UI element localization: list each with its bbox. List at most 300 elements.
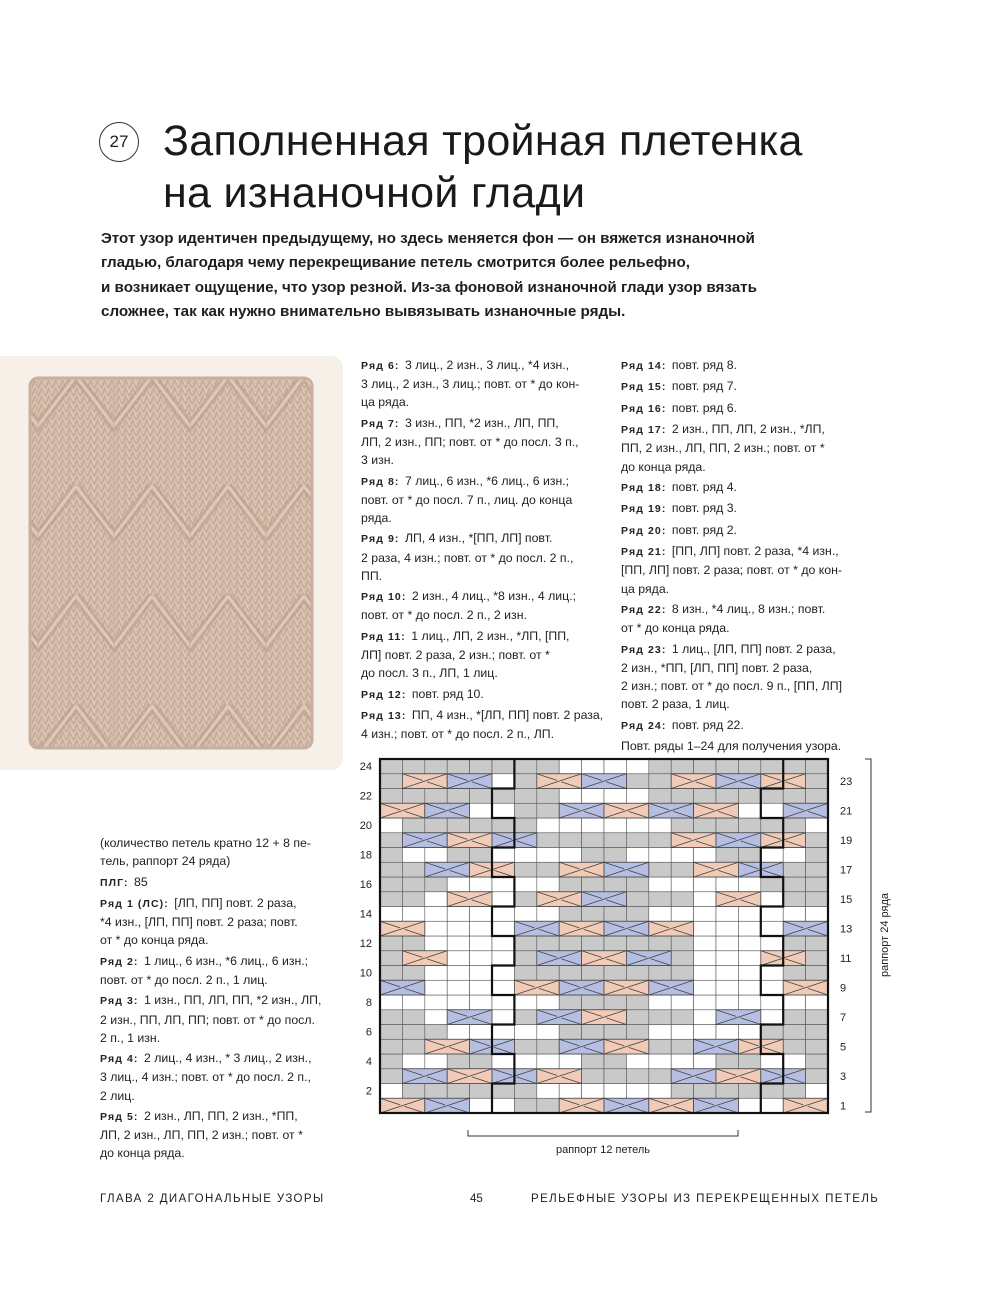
chart-cell bbox=[761, 759, 783, 774]
chart-cell bbox=[470, 1084, 492, 1099]
chart-row-number: 7 bbox=[840, 1011, 847, 1024]
chart-cell bbox=[649, 759, 671, 774]
chart-cell bbox=[447, 907, 469, 922]
row-text: 3 лиц., 4 изн.; повт. от * до посл. 2 п., bbox=[100, 1070, 311, 1085]
chart-cell bbox=[738, 848, 760, 863]
chart-cell bbox=[380, 774, 402, 789]
chart-cell bbox=[806, 789, 828, 804]
chart-cell bbox=[537, 1084, 559, 1099]
chart-cell bbox=[514, 848, 536, 863]
chart-cell bbox=[537, 862, 559, 877]
chart-cell bbox=[649, 966, 671, 981]
chart-cell bbox=[626, 1025, 648, 1040]
chart-cell bbox=[514, 803, 536, 818]
row-label: Ряд 5: bbox=[100, 1110, 139, 1123]
right-cross-symbol bbox=[447, 774, 492, 789]
right-cross-symbol bbox=[716, 1010, 761, 1025]
row-text: повт. ряд 3. bbox=[671, 501, 737, 516]
chart-cell bbox=[649, 995, 671, 1010]
row-text: 1 лиц., 6 изн., *6 лиц., 6 изн.; bbox=[143, 953, 309, 968]
chart-cell bbox=[447, 966, 469, 981]
chart-cell bbox=[649, 1039, 671, 1054]
chart-cell bbox=[582, 995, 604, 1010]
chart-cell bbox=[492, 1010, 514, 1025]
row-label: Ряд 21: bbox=[621, 546, 667, 559]
row-13 bbox=[361, 706, 606, 743]
chart-cell bbox=[470, 936, 492, 951]
chart-cell bbox=[694, 980, 716, 995]
row-text: ПП, 2 изн., ЛП, ПП, 2 изн.; повт. от * bbox=[621, 441, 825, 456]
chart-cell bbox=[537, 848, 559, 863]
chart-cell bbox=[559, 877, 581, 892]
chart-cell bbox=[761, 966, 783, 981]
chart-cell bbox=[537, 759, 559, 774]
chart-cell bbox=[514, 862, 536, 877]
chart-cell bbox=[492, 907, 514, 922]
chart-cell bbox=[537, 907, 559, 922]
right-cross-symbol bbox=[604, 921, 649, 936]
chart-cell bbox=[626, 1054, 648, 1069]
right-cross-symbol bbox=[425, 1098, 470, 1113]
chart-cell bbox=[783, 892, 805, 907]
left-cross-symbol bbox=[716, 1069, 761, 1084]
chart-cell bbox=[783, 877, 805, 892]
chart-cell bbox=[694, 759, 716, 774]
row-21 bbox=[621, 542, 871, 598]
chart-cell bbox=[380, 1054, 402, 1069]
chart-cell bbox=[806, 877, 828, 892]
chart-cell bbox=[559, 966, 581, 981]
chart-cell bbox=[694, 921, 716, 936]
chart-cell bbox=[559, 848, 581, 863]
chart-cell bbox=[447, 848, 469, 863]
chart-cell bbox=[470, 1054, 492, 1069]
row-text: 8 изн., *4 лиц., 8 изн.; повт. bbox=[671, 601, 826, 616]
chart-cell bbox=[694, 1025, 716, 1040]
chart-cell bbox=[537, 877, 559, 892]
chart-row-number: 10 bbox=[359, 967, 372, 980]
left-cross-symbol bbox=[783, 1098, 828, 1113]
repeat-note: Повт. ряды 1–24 для получения узора. bbox=[621, 738, 842, 753]
chart-cell bbox=[694, 951, 716, 966]
left-cross-symbol bbox=[447, 1069, 492, 1084]
chart-cell bbox=[492, 1054, 514, 1069]
chart-cell bbox=[716, 848, 738, 863]
chart-cell bbox=[738, 980, 760, 995]
chart-cell bbox=[492, 921, 514, 936]
chart-cell bbox=[694, 936, 716, 951]
row-24 bbox=[621, 716, 871, 735]
chart-cell bbox=[806, 951, 828, 966]
chart-cell bbox=[716, 966, 738, 981]
chart-cell bbox=[626, 848, 648, 863]
left-cross-symbol bbox=[380, 921, 425, 936]
chart-cell bbox=[582, 789, 604, 804]
right-cross-symbol bbox=[380, 980, 425, 995]
chart-cell bbox=[783, 848, 805, 863]
note-line: тель, раппорт 24 ряда) bbox=[100, 854, 231, 869]
chart-cell bbox=[649, 1069, 671, 1084]
chart-cell bbox=[380, 862, 402, 877]
chart-row-number: 14 bbox=[359, 908, 372, 921]
row-label: Ряд 7: bbox=[361, 417, 400, 430]
row-text: 3 изн. bbox=[361, 453, 394, 468]
chart-cell bbox=[716, 951, 738, 966]
row-text: до посл. 3 п., ЛП, 1 лиц. bbox=[361, 666, 498, 681]
chart-cell bbox=[738, 907, 760, 922]
row-label: Ряд 4: bbox=[100, 1053, 139, 1066]
chart-cell bbox=[649, 907, 671, 922]
chart-row-number: 8 bbox=[365, 997, 372, 1010]
row-text: 2 изн., ЛП, ПП, 2 изн., *ПП, bbox=[143, 1108, 298, 1123]
chart-cell bbox=[783, 1010, 805, 1025]
chart-cell bbox=[402, 1084, 424, 1099]
row-text: от * до конца ряда. bbox=[100, 933, 209, 948]
chart-cell bbox=[738, 877, 760, 892]
row-label: Ряд 16: bbox=[621, 402, 667, 415]
chart-cell bbox=[492, 951, 514, 966]
chart-cell bbox=[694, 1084, 716, 1099]
chart-cell bbox=[380, 789, 402, 804]
row-23 bbox=[621, 640, 871, 714]
row-text: 3 изн., ПП, *2 изн., ЛП, ПП, bbox=[404, 415, 559, 430]
chart-cell bbox=[783, 818, 805, 833]
right-cross-symbol bbox=[425, 803, 470, 818]
row-7 bbox=[361, 414, 606, 470]
row-text: ряда. bbox=[361, 511, 392, 525]
row-10 bbox=[361, 587, 606, 624]
chart-cell bbox=[694, 966, 716, 981]
chart-cell bbox=[514, 1039, 536, 1054]
chart-cell bbox=[738, 818, 760, 833]
chart-cell bbox=[694, 848, 716, 863]
plg-value: 85 bbox=[134, 874, 148, 889]
row-label: Ряд 11: bbox=[361, 630, 406, 643]
chart-cell bbox=[671, 818, 693, 833]
chart-cell bbox=[626, 759, 648, 774]
left-cross-symbol bbox=[582, 1010, 627, 1025]
row-22 bbox=[621, 600, 871, 637]
row-label: Ряд 13: bbox=[361, 709, 407, 722]
chart-cell bbox=[626, 892, 648, 907]
chart-cell bbox=[380, 1025, 402, 1040]
row-label: Ряд 19: bbox=[621, 503, 667, 516]
chart-cell bbox=[514, 936, 536, 951]
row-label: Ряд 20: bbox=[621, 524, 667, 537]
left-cross-symbol bbox=[380, 1098, 425, 1113]
chart-cell bbox=[761, 877, 783, 892]
row-text: 2 лиц. bbox=[100, 1088, 135, 1103]
row-text: повт. ряд 7. bbox=[671, 379, 737, 394]
chart-cell bbox=[582, 1025, 604, 1040]
right-cross-symbol bbox=[649, 980, 694, 995]
right-cross-symbol bbox=[447, 1010, 492, 1025]
chart-cell bbox=[626, 995, 648, 1010]
row-text: ЛП, 2 изн., ПП; повт. от * до посл. 3 п., bbox=[361, 435, 579, 449]
row-17 bbox=[621, 420, 871, 476]
row-label: Ряд 9: bbox=[361, 533, 400, 546]
chart-cell bbox=[514, 1025, 536, 1040]
chart-cell bbox=[671, 892, 693, 907]
right-cross-symbol bbox=[604, 862, 649, 877]
chart-cell bbox=[447, 759, 469, 774]
chart-cell bbox=[694, 995, 716, 1010]
row-15 bbox=[621, 377, 871, 396]
chart-cell bbox=[559, 1084, 581, 1099]
row-text: ЛП] повт. 2 раза, 2 изн.; повт. от * bbox=[361, 647, 550, 662]
intro-line: Этот узор идентичен предыдущему, но здесь меняется фон — он вяжется изнаночной bbox=[101, 230, 755, 247]
row-14 bbox=[621, 356, 871, 375]
chart-cell bbox=[425, 1010, 447, 1025]
chart-cell bbox=[582, 936, 604, 951]
chart-cell bbox=[604, 936, 626, 951]
row-text: 3 лиц., 2 изн., 3 лиц., *4 изн., bbox=[404, 358, 570, 372]
chart-cell bbox=[470, 921, 492, 936]
chart-cell bbox=[492, 980, 514, 995]
title-line-1: Заполненная тройная плетенка bbox=[163, 117, 803, 165]
row-1 bbox=[100, 894, 340, 950]
row-8 bbox=[361, 472, 606, 528]
row-text: 2 изн.; повт. от * до посл. 9 п., [ПП, ЛП] bbox=[621, 678, 842, 693]
right-cross-symbol bbox=[425, 862, 470, 877]
row-text: 7 лиц., 6 изн., *6 лиц., 6 изн.; bbox=[404, 473, 570, 488]
chart-cell bbox=[582, 818, 604, 833]
row-20 bbox=[621, 521, 871, 540]
chart-cell bbox=[761, 892, 783, 907]
chart-cell bbox=[380, 1069, 402, 1084]
chart-cell bbox=[626, 1010, 648, 1025]
chart-row-number: 21 bbox=[840, 805, 853, 818]
right-cross-symbol bbox=[559, 803, 604, 818]
row-text: 2 п., 1 изн. bbox=[100, 1030, 161, 1045]
chart-left-row-numbers bbox=[360, 761, 372, 1098]
note-line: (количество петель кратно 12 + 8 пе- bbox=[100, 836, 311, 850]
chart-cell bbox=[447, 877, 469, 892]
pattern-number: 27 bbox=[109, 132, 129, 151]
chart-cell bbox=[402, 995, 424, 1010]
chart-cell bbox=[783, 1084, 805, 1099]
right-cross-symbol bbox=[537, 1010, 582, 1025]
chart-cell bbox=[537, 995, 559, 1010]
chart-cell bbox=[470, 818, 492, 833]
chart-cell bbox=[492, 995, 514, 1010]
chart-cell bbox=[582, 833, 604, 848]
chart-cell bbox=[806, 1084, 828, 1099]
chart-cell bbox=[604, 877, 626, 892]
chart-cell bbox=[582, 848, 604, 863]
chart-cell bbox=[716, 1084, 738, 1099]
chart-cell bbox=[470, 966, 492, 981]
chart-cell bbox=[783, 1039, 805, 1054]
chart-cell bbox=[537, 1054, 559, 1069]
row-text: 1 лиц., [ЛП, ПП] повт. 2 раза, bbox=[671, 641, 836, 656]
chart-cell bbox=[447, 995, 469, 1010]
chart-cell bbox=[806, 759, 828, 774]
chart-cell bbox=[559, 1054, 581, 1069]
chart-cell bbox=[761, 1084, 783, 1099]
chart-cell bbox=[492, 759, 514, 774]
swatch-photo bbox=[0, 356, 343, 770]
left-cross-symbol bbox=[514, 980, 559, 995]
chart-cell bbox=[671, 966, 693, 981]
chart-cell bbox=[626, 833, 648, 848]
chart-cell bbox=[738, 921, 760, 936]
chart-cell bbox=[447, 789, 469, 804]
row-12 bbox=[361, 685, 606, 704]
chart-cell bbox=[470, 907, 492, 922]
chart-grid bbox=[380, 759, 828, 1113]
row-text: ПП. bbox=[361, 568, 383, 583]
left-cross-symbol bbox=[783, 980, 828, 995]
chart-row-number: 2 bbox=[365, 1085, 372, 1098]
row-text: ЛП, 2 изн., ЛП, ПП, 2 изн.; повт. от * bbox=[100, 1128, 303, 1143]
chart-row-number: 5 bbox=[840, 1041, 847, 1054]
right-cross-symbol bbox=[514, 921, 559, 936]
chart-cell bbox=[604, 848, 626, 863]
chart-cell bbox=[402, 1039, 424, 1054]
row-16 bbox=[621, 399, 871, 418]
title-line-2: на изнаночной глади bbox=[163, 169, 586, 217]
chart-row-number: 19 bbox=[840, 834, 853, 847]
chart-cell bbox=[492, 966, 514, 981]
chart-cell bbox=[806, 936, 828, 951]
chart-cell bbox=[738, 789, 760, 804]
row-text: [ПП, ЛП] повт. 2 раза, *4 изн., bbox=[671, 544, 839, 559]
chart-cell bbox=[380, 818, 402, 833]
chart-cell bbox=[671, 1054, 693, 1069]
chart-cell bbox=[402, 848, 424, 863]
row-label: Ряд 15: bbox=[621, 381, 667, 394]
chart-cell bbox=[604, 995, 626, 1010]
row-text: до конца ряда. bbox=[100, 1146, 185, 1161]
chart-row-number: 16 bbox=[359, 879, 372, 892]
chart-cell bbox=[649, 1054, 671, 1069]
chart-cell bbox=[380, 759, 402, 774]
row-text: повт. ряд 10. bbox=[411, 686, 484, 701]
chart-row-number: 3 bbox=[840, 1070, 847, 1083]
row-18 bbox=[621, 478, 871, 497]
chart-cell bbox=[492, 818, 514, 833]
chart-cell bbox=[649, 774, 671, 789]
chart-cell bbox=[514, 907, 536, 922]
chart-cell bbox=[559, 907, 581, 922]
intro-line: и возникает ощущение, что узор резной. Из-за фоновой изнаночной глади узор вязать bbox=[101, 278, 757, 296]
chart-cell bbox=[604, 818, 626, 833]
chart-cell bbox=[425, 1084, 447, 1099]
row-text: 2 изн., ПП, ЛП, 2 изн., *ЛП, bbox=[671, 422, 825, 437]
chart-cell bbox=[470, 848, 492, 863]
chart-cell bbox=[447, 951, 469, 966]
chart-cell bbox=[537, 1025, 559, 1040]
row-text: 2 изн., *ПП, [ЛП, ПП] повт. 2 раза, bbox=[621, 660, 813, 675]
right-cross-symbol bbox=[582, 892, 627, 907]
chart-cell bbox=[492, 774, 514, 789]
chart-cell bbox=[402, 907, 424, 922]
chart-cell bbox=[738, 936, 760, 951]
chart-cell bbox=[380, 951, 402, 966]
chart-cell bbox=[761, 1010, 783, 1025]
chart-cell bbox=[425, 980, 447, 995]
chart-row-number: 12 bbox=[359, 938, 372, 951]
chart-cell bbox=[514, 789, 536, 804]
chart-cell bbox=[626, 774, 648, 789]
chart-row-number: 11 bbox=[840, 952, 852, 965]
chart-cell bbox=[514, 1054, 536, 1069]
chart-cell bbox=[716, 921, 738, 936]
left-cross-symbol bbox=[380, 803, 425, 818]
row-text: 4 изн.; повт. от * до посл. 2 п., ЛП. bbox=[361, 727, 555, 742]
chart-cell bbox=[492, 877, 514, 892]
chart-cell bbox=[425, 877, 447, 892]
chart-cell bbox=[671, 1010, 693, 1025]
chart-cell bbox=[783, 789, 805, 804]
chart-cell bbox=[761, 921, 783, 936]
chart-row-number: 24 bbox=[359, 761, 372, 774]
chart-cell bbox=[806, 833, 828, 848]
chart-cell bbox=[402, 966, 424, 981]
chart-cell bbox=[447, 1054, 469, 1069]
chart-cell bbox=[671, 848, 693, 863]
chart-cell bbox=[492, 803, 514, 818]
row-text: повт. 2 раза, 1 лиц. bbox=[621, 697, 730, 712]
chart-cell bbox=[716, 936, 738, 951]
left-cross-symbol bbox=[447, 833, 492, 848]
chart-cell bbox=[447, 936, 469, 951]
right-cross-symbol bbox=[582, 774, 627, 789]
chart-cell bbox=[783, 1025, 805, 1040]
row-text: повт. от * до посл. 2 п., 2 изн. bbox=[361, 608, 527, 623]
chart-cell bbox=[649, 818, 671, 833]
chart-cell bbox=[380, 1084, 402, 1099]
chart-cell bbox=[380, 877, 402, 892]
chart-cell bbox=[738, 1054, 760, 1069]
chart-cell bbox=[806, 1039, 828, 1054]
chart-row-number: 17 bbox=[840, 864, 853, 877]
chart-cell bbox=[380, 848, 402, 863]
chart-cell bbox=[380, 995, 402, 1010]
left-cross-symbol bbox=[447, 892, 492, 907]
chart-cell bbox=[738, 995, 760, 1010]
chart-cell bbox=[380, 833, 402, 848]
chart-cell bbox=[537, 818, 559, 833]
left-cross-symbol bbox=[402, 951, 447, 966]
chart-right-row-numbers bbox=[840, 776, 852, 1113]
row-2 bbox=[100, 952, 340, 989]
row-text: от * до конца ряда. bbox=[621, 621, 730, 636]
left-cross-symbol bbox=[604, 980, 649, 995]
row-label: Ряд 3: bbox=[100, 995, 139, 1008]
chart-cell bbox=[761, 1025, 783, 1040]
chart-cell bbox=[559, 818, 581, 833]
chart-cell bbox=[738, 1098, 760, 1113]
chart-cell bbox=[649, 1010, 671, 1025]
row-label: Ряд 18: bbox=[621, 481, 667, 494]
chart-cell bbox=[380, 892, 402, 907]
chart-row-number: 13 bbox=[840, 923, 853, 936]
chart-cell bbox=[761, 936, 783, 951]
chart-cell bbox=[649, 1084, 671, 1099]
right-cross-symbol bbox=[649, 803, 694, 818]
chart-cell bbox=[447, 980, 469, 995]
chart-cell bbox=[716, 759, 738, 774]
row-text: ца ряда. bbox=[621, 581, 670, 596]
chart-cell bbox=[716, 907, 738, 922]
chart-cell bbox=[649, 1025, 671, 1040]
chart-cell bbox=[783, 862, 805, 877]
chart-cell bbox=[626, 966, 648, 981]
row-repeat-bracket bbox=[865, 759, 871, 1112]
left-cross-symbol bbox=[604, 1039, 649, 1054]
